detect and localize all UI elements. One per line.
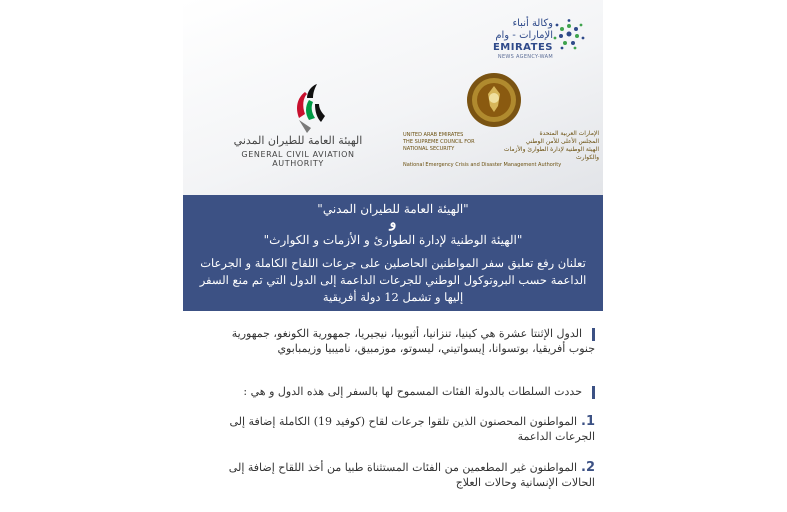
list-item-category-2: [203, 460, 595, 490]
snc-council-en: THE SUPREME COUNCIL FOR NATIONAL SECURITY: [403, 139, 475, 152]
gcaa-arabic-name: الهيئة العامة للطيران المدني: [233, 134, 363, 147]
list-item-text: حددت السلطات بالدولة الفئات المسموح لها بالسفر إلى هذه الدول و هي :: [243, 385, 582, 398]
snc-english-block: [403, 132, 493, 153]
snc-country-ar: الإمارات العربية المتحدة: [539, 130, 599, 137]
list-item-text: المواطنون غير المطعمين من الفئات المستثناة طبيا من أخذ اللقاح إضافة إلى الحالات الإنسانية وحالات العلاج: [228, 461, 595, 489]
list-item-text: المواطنون المحصنون الذين تلقوا جرعات لقاح (كوفيد 19) الكاملة إضافة إلى الجرعات الداعمة: [229, 415, 595, 443]
logo-header: [183, 0, 603, 195]
uae-emblem-icon: [466, 72, 522, 128]
snc-arabic-block: [499, 130, 599, 162]
gcaa-english-name: GENERAL CIVIL AVIATION AUTHORITY: [241, 150, 355, 168]
list-item-number: 2.: [581, 460, 595, 475]
banner-authority-1: "الهيئة العامة للطيران المدني": [317, 202, 469, 216]
list-item-categories-intro: [203, 384, 595, 399]
banner-conjunction: و: [389, 215, 397, 231]
wam-logo: [492, 14, 591, 60]
list-item-category-1: [203, 414, 595, 444]
wam-sub-name: NEWS AGENCY-WAM: [497, 54, 553, 60]
snc-council-ar: المجلس الأعلى للأمن الوطني: [525, 138, 599, 145]
banner-authority-2: "الهيئة الوطنية لإدارة الطوارئ و الأزمات و الكوارث": [263, 233, 523, 247]
falcon-logo-icon: [285, 78, 333, 134]
wam-english-name: EMIRATES: [492, 42, 553, 53]
wam-arabic-name: وكالة أنباء الإمارات - وام: [495, 18, 553, 41]
list-item-countries: [203, 326, 595, 356]
wam-dots-icon: [553, 18, 585, 50]
wam-wordmark: [493, 18, 553, 60]
snc-country-en: UNITED ARAB EMIRATES: [403, 132, 464, 138]
list-item-text: الدول الإثنتا عشرة هي كينيا، تنزانيا، أثيوبيا، نيجيريا، جمهورية الكونغو، جمهورية جنوب أفريقيا، بوتسوانا، إيسواتيني، ليسوتو، موزمبيق، ناميبيا وزيمبابوي: [231, 327, 595, 355]
banner-announcement: تعلنان رفع تعليق سفر المواطنين الحاصلين على جرعات اللقاح الكاملة و الجرعات الداعمة حسب البروتوكول الوطني للجرعات الداعمة إلى الدول التي تم منع السفر إليها و تشمل 12 دولة أفريقية: [199, 256, 587, 304]
bullet-bar-icon: [592, 328, 595, 341]
announcement-card: [183, 0, 603, 512]
snc-authority-en: National Emergency Crisis and Disaster Management Authority: [403, 162, 562, 168]
bullet-bar-icon: [592, 386, 595, 399]
headline-banner: [183, 195, 603, 311]
list-item-number: 1.: [581, 414, 595, 429]
snc-authority-ar: الهيئة الوطنية لإدارة الطوارئ والأزمات والكوارث: [503, 146, 599, 161]
